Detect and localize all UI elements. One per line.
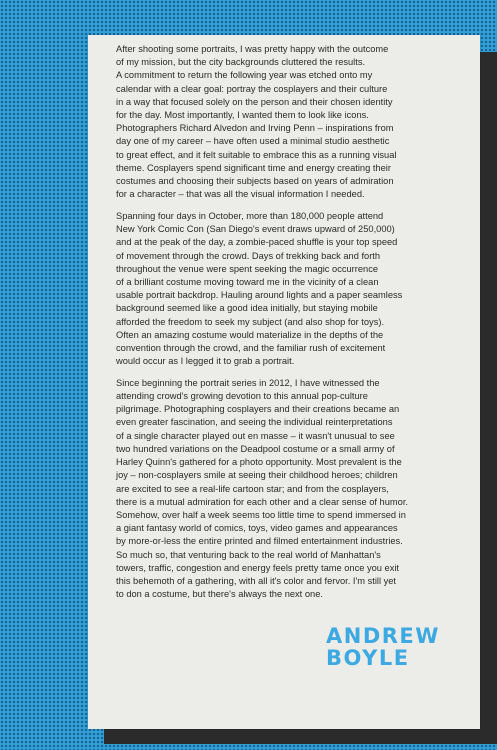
paragraph-1: After shooting some portraits, I was pretty happy with the outcome of my mission, but the city backgrounds cluttered the results. A commitment to return the following year was etched onto my calendar with a clear goal: portray the cosplayers and their culture in a way that focused solely on the person and their chosen identity for the day. Most importantly, I wanted them to look like icons. Photographers Richard Alvedon and Irving Penn – inspirations from day one of my career – have often used a minimal studio aesthetic to great effect, and it felt suitable to embrace this as a running visual theme. Cosplayers spend significant time and energy creating their costumes and choosing their subjects based on years of admiration for a character – that was all the visual information I needed. (116, 44, 397, 200)
author-first-name: ANDREW (326, 624, 440, 648)
author-name (326, 625, 466, 669)
paragraph-3: Since beginning the portrait series in 2012, I have witnessed the attending crowd's growing devotion to this annual pop-culture pilgrimage. Photographing cosplayers and their creations became an even greater fascination, and seeing the individual reinterpretations of a single character played out en masse – it wasn't unusual to see two hundred variations on the Deadpool costume or a small army of Harley Quinn's gathered for a photo opportunity. Most prevalent is the joy – non-cosplayers smile at seeing their childhood heroes; children are excited to see a real-life cartoon star; and from the cosplayers, there is a mutual admiration for each other and a clear sense of humor. Somehow, over half a week seems too little time to spend immersed in a giant fantasy world of comics, toys, video games and appearances by more-or-less the entire printed and filmed entertainment industries. So much so, that venturing back to the real world of Manhattan's towers, traffic, congestion and energy feels pretty tame once you exit this behemoth of a gathering, with all it's color and fervor. I'm still yet to don a costume, but there's always the next one. (116, 377, 408, 600)
paragraph-2: Spanning four days in October, more than 180,000 people attend New York Comic Con (San Diego's event draws upward of 250,000) and at the peak of the day, a zombie-paced shuffle is your top speed of movement through the crowd. Days of trekking back and forth throughout the venue were spent seeking the magic occurrence of a brilliant costume moving toward me in the vicinity of a clean usable portrait backdrop. Hauling around lights and a paper seamless background seemed like a good idea initially, but staying mobile afforded the freedom to seek my subject (and also shop for toys). Often an amazing costume would materialize in the depths of the convention through the crowd, and the familiar rush of excitement would occur as I legged it to grab a portrait. (116, 210, 403, 367)
author-last-name: BOYLE (326, 646, 410, 670)
article-body (116, 43, 461, 610)
paper-sheet (88, 35, 480, 729)
